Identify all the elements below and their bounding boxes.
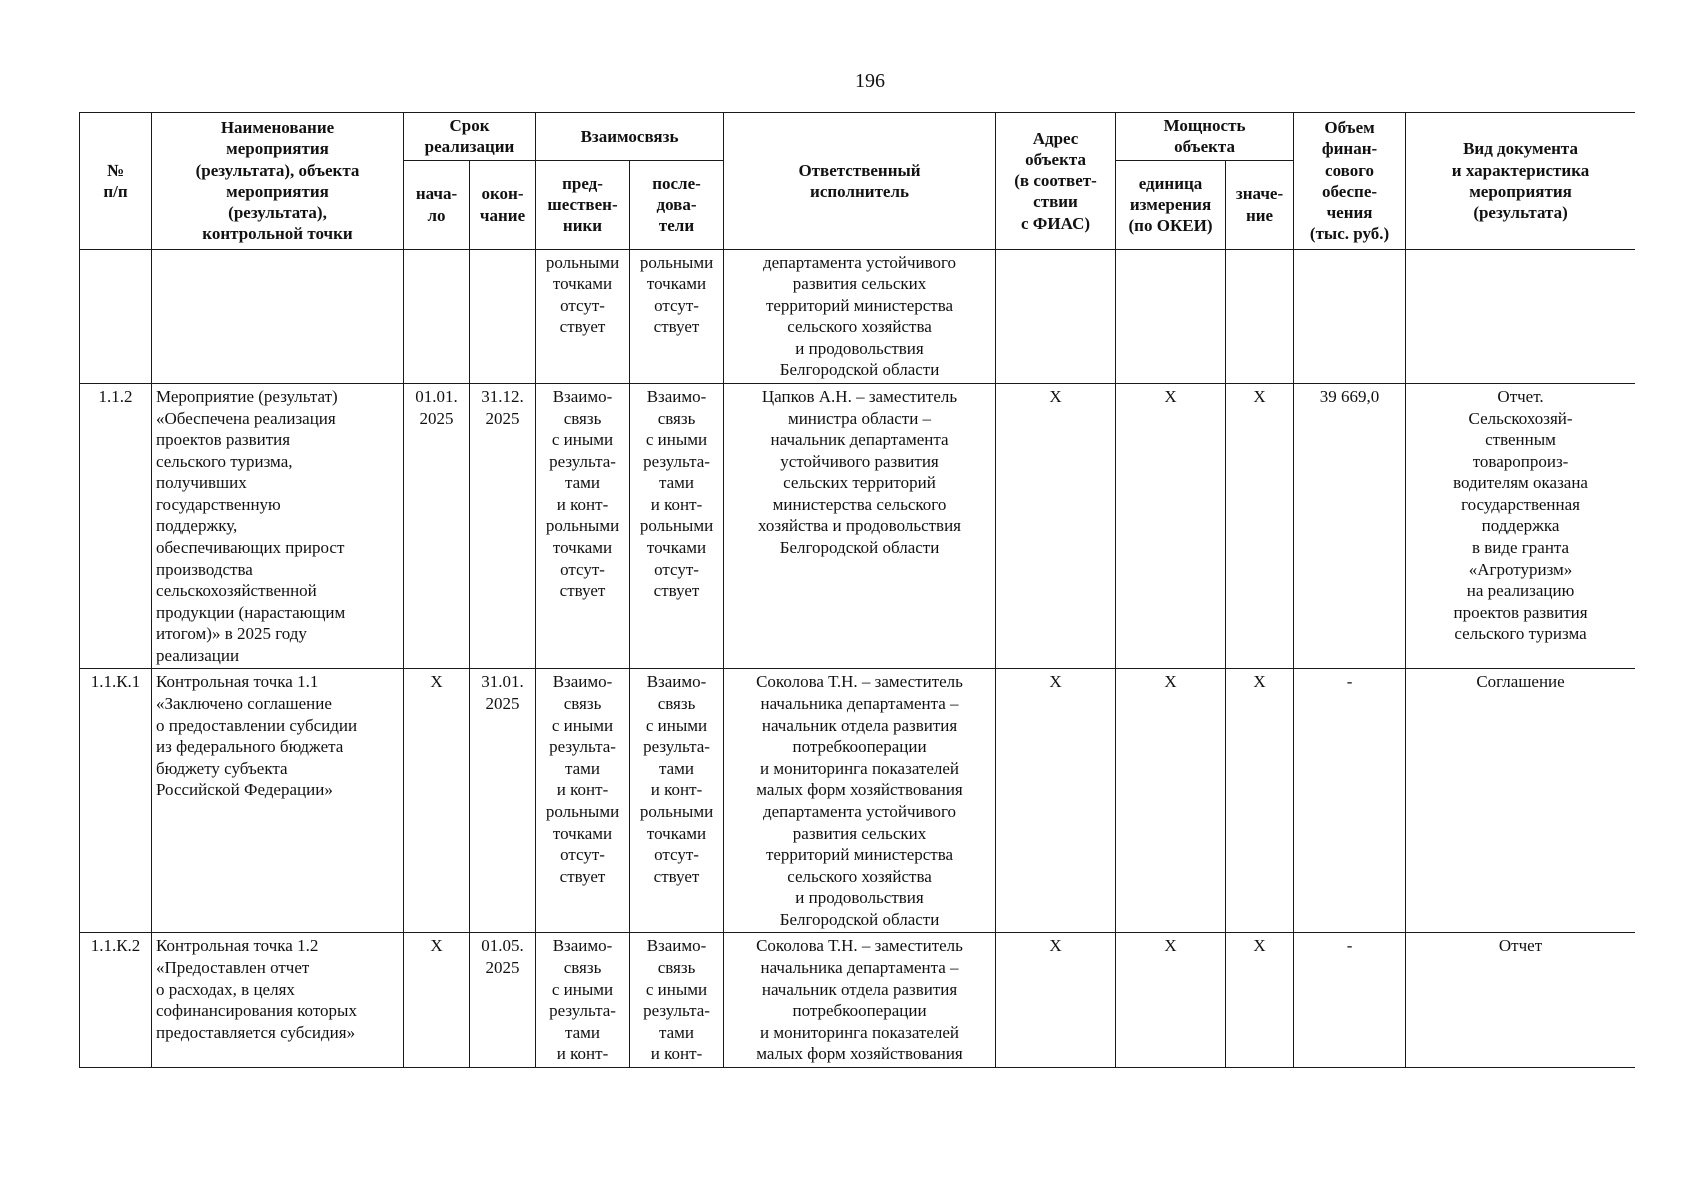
cell-name: Мероприятие (результат) «Обеспечена реализация проектов развития сельского туризма, получивших государственную поддержку, обеспечивающих прирост производства сельскохозяйственной продукции (нарастающим итогом)» в 2025 году реализации bbox=[152, 383, 404, 669]
cell-address: Х bbox=[996, 669, 1116, 933]
header-capacity-unit: единица измерения (по ОКЕИ) bbox=[1116, 160, 1226, 249]
table-row bbox=[80, 249, 1636, 383]
cell-value: Х bbox=[1226, 933, 1294, 1067]
cell-start bbox=[404, 249, 470, 383]
cell-value bbox=[1226, 249, 1294, 383]
cell-finance: 39 669,0 bbox=[1294, 383, 1406, 669]
header-doc: Вид документа и характеристика мероприятия (результата) bbox=[1406, 113, 1635, 250]
cell-end: 31.12. 2025 bbox=[470, 383, 536, 669]
cell-unit: Х bbox=[1116, 383, 1226, 669]
header-capacity-value: значе- ние bbox=[1226, 160, 1294, 249]
table-body bbox=[80, 249, 1636, 1067]
table-row bbox=[80, 669, 1636, 933]
table-header bbox=[80, 113, 1636, 250]
cell-name: Контрольная точка 1.2 «Предоставлен отчет о расходах, в целях софинансирования которых предоставляется субсидия» bbox=[152, 933, 404, 1067]
cell-num: 1.1.К.1 bbox=[80, 669, 152, 933]
cell-end bbox=[470, 249, 536, 383]
cell-doc: Соглашение bbox=[1406, 669, 1635, 933]
cell-responsible: Соколова Т.Н. – заместитель начальника департамента – начальник отдела развития потребкооперации и мониторинга показателей малых форм хозяйствования департамента устойчивого развития сельских территорий министерства сельского хозяйства и продовольствия Белгородской области bbox=[724, 669, 996, 933]
cell-unit bbox=[1116, 249, 1226, 383]
page-number: 196 bbox=[855, 70, 885, 92]
header-term-start: нача- ло bbox=[404, 160, 470, 249]
cell-num: 1.1.К.2 bbox=[80, 933, 152, 1067]
table-row bbox=[80, 933, 1636, 1067]
cell-responsible: департамента устойчивого развития сельских территорий министерства сельского хозяйства и продовольствия Белгородской области bbox=[724, 249, 996, 383]
cell-address bbox=[996, 249, 1116, 383]
header-term: Срок реализации bbox=[404, 113, 536, 161]
header-row-top bbox=[80, 113, 1636, 161]
plan-table-wrapper bbox=[79, 112, 1635, 1142]
cell-address: Х bbox=[996, 383, 1116, 669]
cell-start: 01.01. 2025 bbox=[404, 383, 470, 669]
cell-prev: Взаимо- связь с иными результа- тами и конт- bbox=[536, 933, 630, 1067]
cell-end: 01.05. 2025 bbox=[470, 933, 536, 1067]
cell-value: Х bbox=[1226, 669, 1294, 933]
header-num: № п/п bbox=[80, 113, 152, 250]
header-address: Адрес объекта (в соответ- ствии с ФИАС) bbox=[996, 113, 1116, 250]
cell-end: 31.01. 2025 bbox=[470, 669, 536, 933]
cell-num: 1.1.2 bbox=[80, 383, 152, 669]
cell-doc: Отчет bbox=[1406, 933, 1635, 1067]
cell-value: Х bbox=[1226, 383, 1294, 669]
cell-finance: - bbox=[1294, 933, 1406, 1067]
cell-name bbox=[152, 249, 404, 383]
cell-next: Взаимо- связь с иными результа- тами и конт- bbox=[630, 933, 724, 1067]
cell-unit: Х bbox=[1116, 933, 1226, 1067]
cell-finance bbox=[1294, 249, 1406, 383]
header-link-next: после- дова- тели bbox=[630, 160, 724, 249]
cell-next: Взаимо- связь с иными результа- тами и конт- рольными точками отсут- ствует bbox=[630, 669, 724, 933]
header-name: Наименование мероприятия (результата), объекта мероприятия (результата), контрольной точки bbox=[152, 113, 404, 250]
cell-finance: - bbox=[1294, 669, 1406, 933]
plan-table bbox=[79, 112, 1635, 1068]
header-finance: Объем финан- сового обеспе- чения (тыс. руб.) bbox=[1294, 113, 1406, 250]
cell-name: Контрольная точка 1.1 «Заключено соглашение о предоставлении субсидии из федерального бюджета бюджету субъекта Российской Федерации» bbox=[152, 669, 404, 933]
cell-responsible: Цапков А.Н. – заместитель министра области – начальник департамента устойчивого развития сельских территорий министерства сельского хозяйства и продовольствия Белгородской области bbox=[724, 383, 996, 669]
cell-start: Х bbox=[404, 669, 470, 933]
cell-responsible: Соколова Т.Н. – заместитель начальника департамента – начальник отдела развития потребкооперации и мониторинга показателей малых форм хозяйствования bbox=[724, 933, 996, 1067]
cell-prev: Взаимо- связь с иными результа- тами и конт- рольными точками отсут- ствует bbox=[536, 669, 630, 933]
cell-prev: рольными точками отсут- ствует bbox=[536, 249, 630, 383]
table-row bbox=[80, 383, 1636, 669]
cell-next: Взаимо- связь с иными результа- тами и конт- рольными точками отсут- ствует bbox=[630, 383, 724, 669]
cell-start: Х bbox=[404, 933, 470, 1067]
cell-doc: Отчет. Сельскохозяй- ственным товаропроиз- водителям оказана государственная поддержка в виде гранта «Агротуризм» на реализацию проектов развития сельского туризма bbox=[1406, 383, 1635, 669]
header-responsible: Ответственный исполнитель bbox=[724, 113, 996, 250]
cell-prev: Взаимо- связь с иными результа- тами и конт- рольными точками отсут- ствует bbox=[536, 383, 630, 669]
cell-next: рольными точками отсут- ствует bbox=[630, 249, 724, 383]
header-link-prev: пред- шествен- ники bbox=[536, 160, 630, 249]
cell-unit: Х bbox=[1116, 669, 1226, 933]
header-link: Взаимосвязь bbox=[536, 113, 724, 161]
header-term-end: окон- чание bbox=[470, 160, 536, 249]
cell-num bbox=[80, 249, 152, 383]
header-capacity: Мощность объекта bbox=[1116, 113, 1294, 161]
cell-doc bbox=[1406, 249, 1635, 383]
cell-address: Х bbox=[996, 933, 1116, 1067]
